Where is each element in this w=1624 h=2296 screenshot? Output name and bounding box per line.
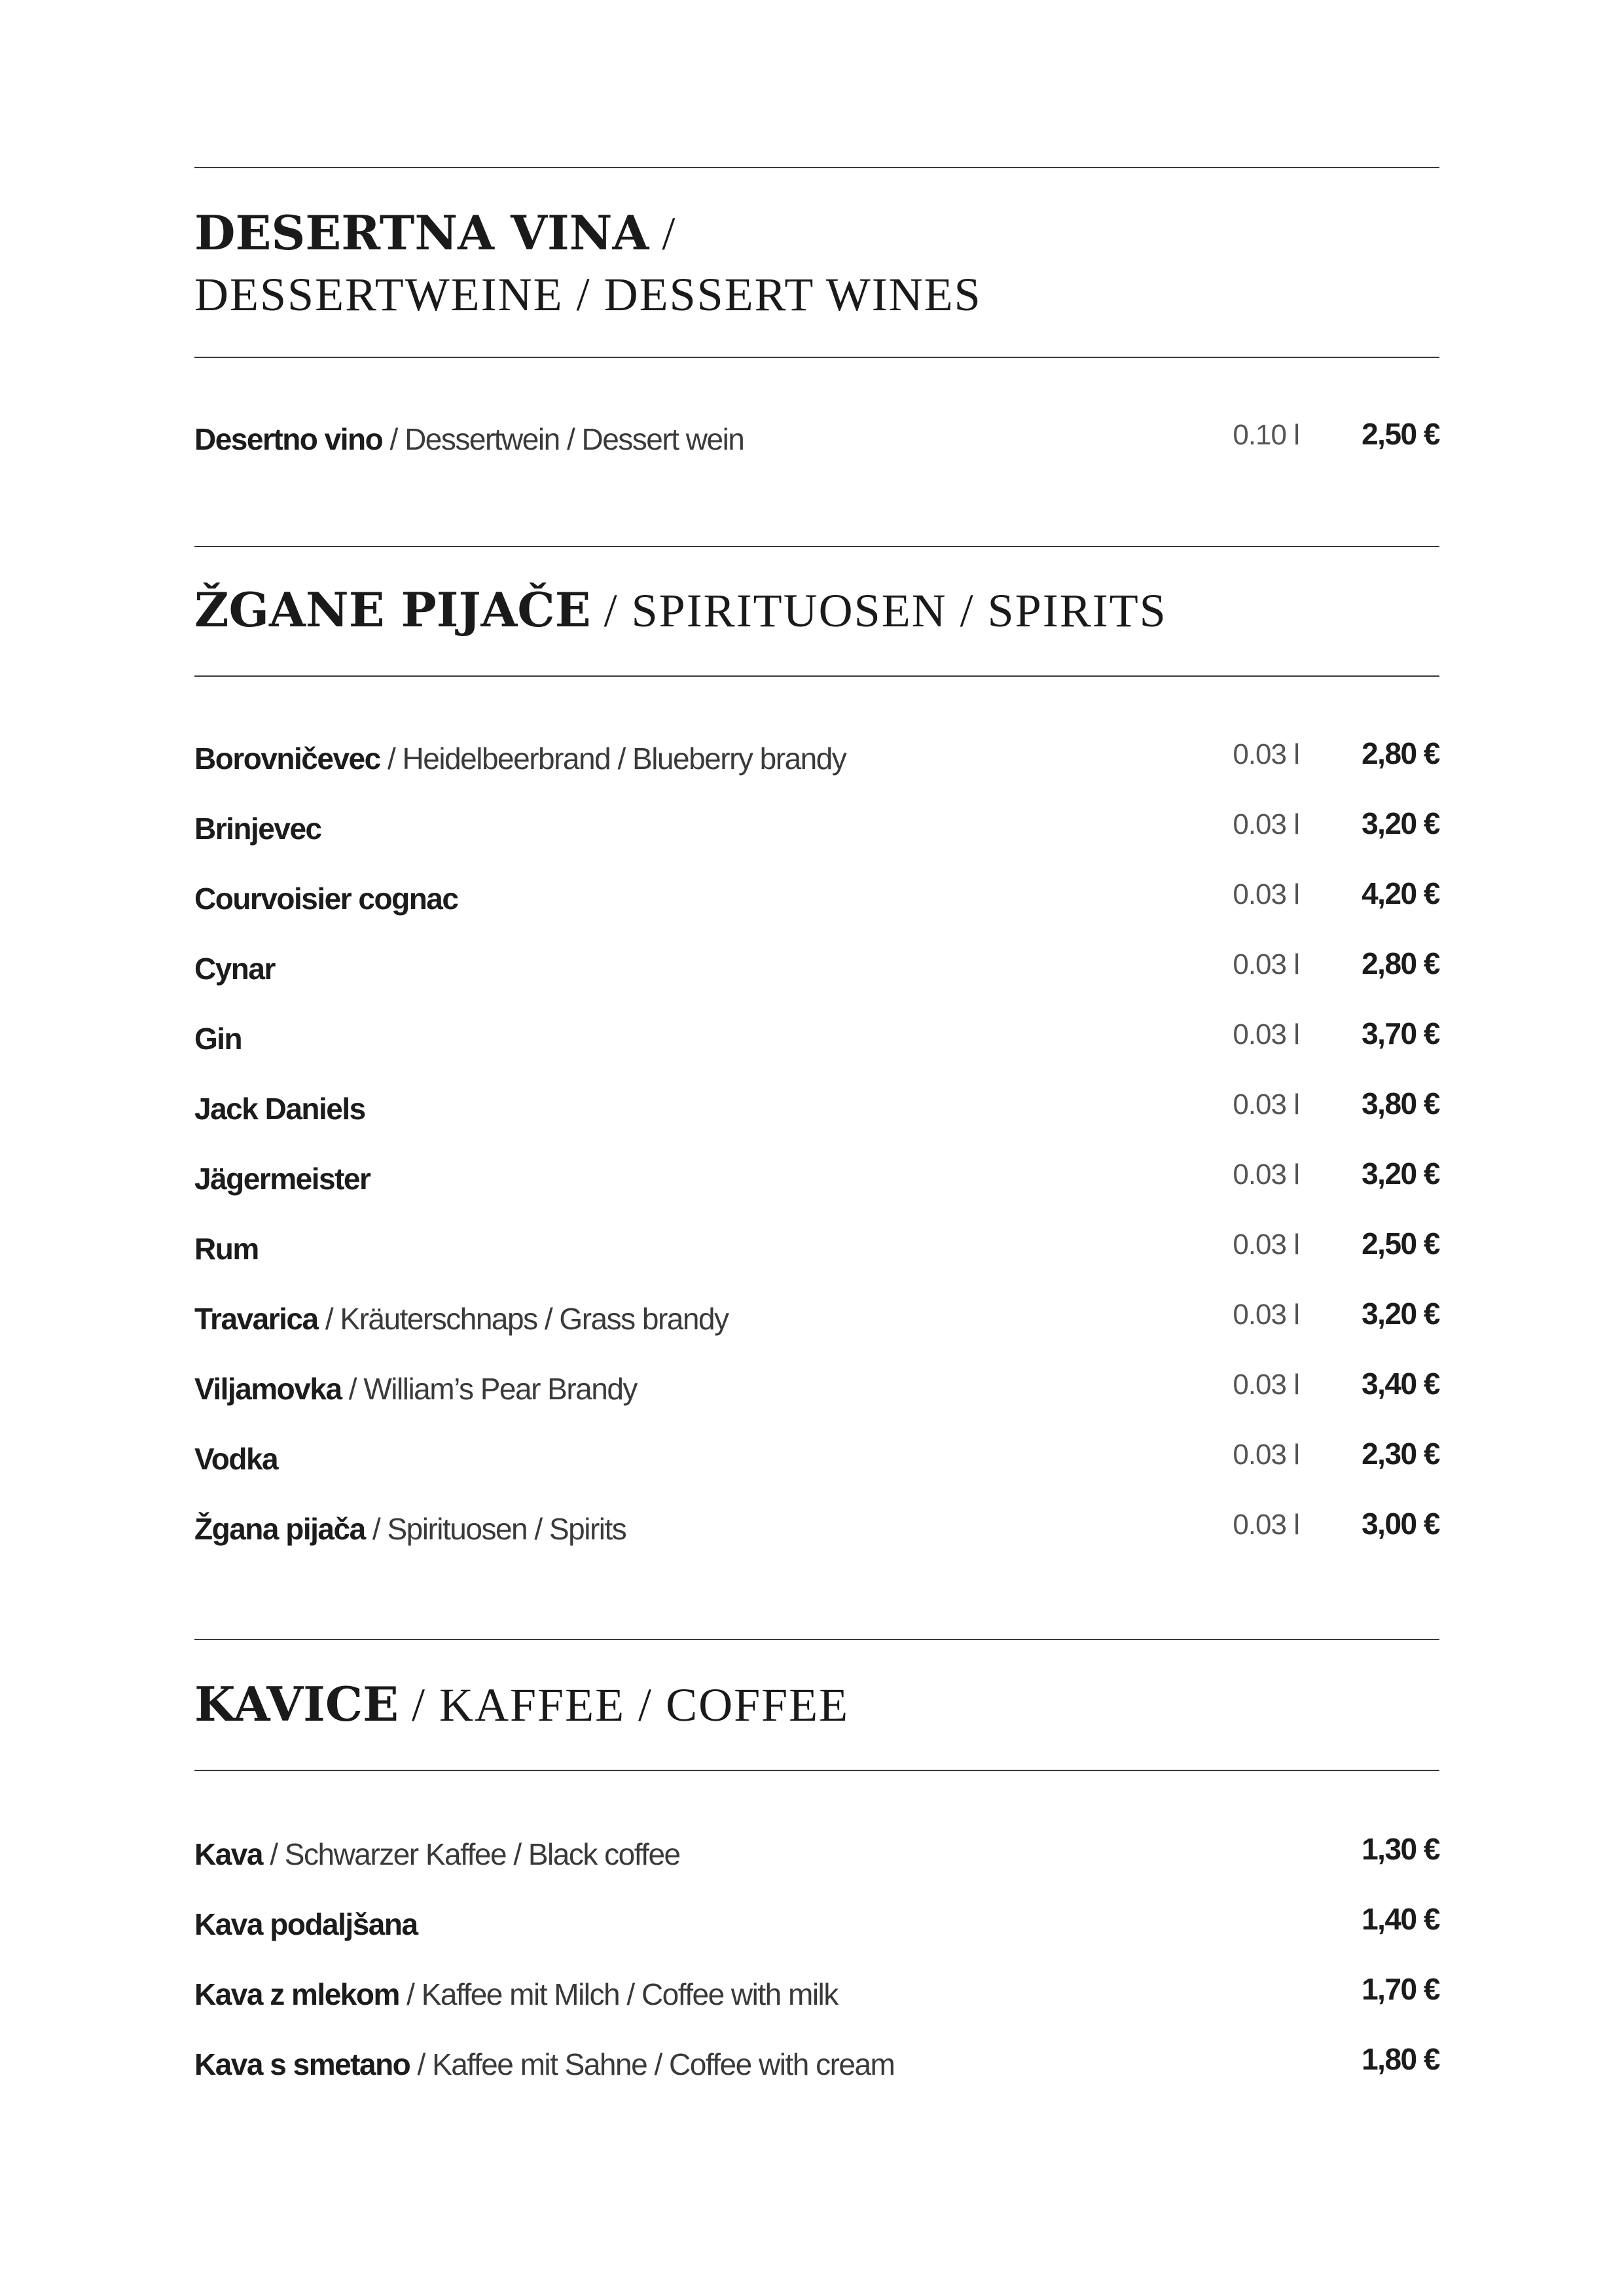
item-translation: / Kaffee mit Milch / Coffee with milk xyxy=(399,1977,838,2011)
item-price: 1,70 € xyxy=(1362,1972,1439,2006)
menu-item xyxy=(194,1081,1439,1126)
item-price: 3,20 € xyxy=(1362,1297,1439,1331)
item-name: Žgana pijača xyxy=(194,1512,365,1546)
menu-item xyxy=(194,1221,1439,1266)
menu-item xyxy=(194,1966,1439,2012)
item-price: 1,80 € xyxy=(1362,2042,1439,2076)
item-price: 2,50 € xyxy=(1362,417,1439,451)
item-price: 2,50 € xyxy=(1362,1227,1439,1261)
menu-item xyxy=(194,730,1439,776)
item-price: 3,20 € xyxy=(1362,806,1439,840)
menu-item xyxy=(194,411,1439,457)
item-price: 1,30 € xyxy=(1362,1832,1439,1866)
item-name: Borovničevec xyxy=(194,742,380,776)
item-price: 3,70 € xyxy=(1362,1016,1439,1050)
menu-item xyxy=(194,800,1439,846)
menu-item xyxy=(194,1431,1439,1477)
divider-coffee-under-heading xyxy=(194,1770,1439,1771)
item-name: Brinjevec xyxy=(194,812,321,846)
item-volume: 0.03 l xyxy=(1233,1088,1299,1121)
dessert-wines-heading xyxy=(194,203,982,325)
coffee-heading xyxy=(194,1674,849,1735)
menu-item xyxy=(194,1896,1439,1942)
menu-item xyxy=(194,1151,1439,1196)
item-price: 1,40 € xyxy=(1362,1902,1439,1936)
item-price: 3,20 € xyxy=(1362,1157,1439,1191)
item-price: 2,80 € xyxy=(1362,736,1439,770)
item-volume: 0.03 l xyxy=(1233,738,1299,770)
menu-item xyxy=(194,1361,1439,1407)
coffee-title-bold: KAVICE xyxy=(194,1676,399,1732)
dessert-title-line2: DESSERTWEINE / DESSERT WINES xyxy=(194,268,982,321)
item-volume: 0.03 l xyxy=(1233,878,1299,910)
item-name: Travarica xyxy=(194,1302,318,1336)
item-price: 3,40 € xyxy=(1362,1367,1439,1401)
spirits-heading xyxy=(194,580,1167,641)
item-price: 3,00 € xyxy=(1362,1507,1439,1541)
item-price: 3,80 € xyxy=(1362,1086,1439,1121)
menu-item xyxy=(194,2036,1439,2082)
divider-spirits-under-heading xyxy=(194,675,1439,677)
item-name: Kava s smetano xyxy=(194,2047,410,2081)
item-name: Desertno vino xyxy=(194,422,383,456)
item-volume: 0.03 l xyxy=(1233,1509,1299,1541)
coffee-title-rest: / KAFFEE / COFFEE xyxy=(399,1679,850,1731)
item-name: Rum xyxy=(194,1232,259,1266)
item-price: 2,30 € xyxy=(1362,1437,1439,1471)
menu-item xyxy=(194,1011,1439,1056)
item-volume: 0.03 l xyxy=(1233,1439,1299,1471)
item-volume: 0.03 l xyxy=(1233,1018,1299,1050)
item-name: Cynar xyxy=(194,952,275,986)
item-volume: 0.03 l xyxy=(1233,1158,1299,1191)
item-translation: / Kaffee mit Sahne / Coffee with cream xyxy=(410,2047,895,2081)
item-translation: / William’s Pear Brandy xyxy=(341,1372,637,1406)
item-name: Courvoisier cognac xyxy=(194,882,458,916)
item-translation: / Dessertwein / Dessert wein xyxy=(382,422,744,456)
item-price: 4,20 € xyxy=(1362,876,1439,910)
item-name: Kava xyxy=(194,1837,262,1871)
item-price: 2,80 € xyxy=(1362,946,1439,980)
menu-item xyxy=(194,1291,1439,1336)
item-volume: 0.10 l xyxy=(1233,419,1299,451)
divider-top xyxy=(194,167,1439,168)
item-volume: 0.03 l xyxy=(1233,948,1299,980)
item-volume: 0.03 l xyxy=(1233,1369,1299,1401)
item-name: Vodka xyxy=(194,1442,278,1476)
divider-dessert-under-heading xyxy=(194,357,1439,358)
item-name: Kava z mlekom xyxy=(194,1977,399,2011)
item-translation: / Spirituosen / Spirits xyxy=(365,1512,626,1546)
menu-item xyxy=(194,1501,1439,1547)
item-translation: / Kräuterschnaps / Grass brandy xyxy=(317,1302,729,1336)
divider-coffee-top xyxy=(194,1639,1439,1640)
item-name: Jägermeister xyxy=(194,1162,370,1196)
item-volume: 0.03 l xyxy=(1233,808,1299,840)
menu-item xyxy=(194,870,1439,916)
item-name: Viljamovka xyxy=(194,1372,342,1406)
item-volume: 0.03 l xyxy=(1233,1299,1299,1331)
item-volume: 0.03 l xyxy=(1233,1229,1299,1261)
dessert-title-sep: / xyxy=(649,207,677,260)
spirits-title-bold: ŽGANE PIJAČE xyxy=(194,582,591,637)
menu-item xyxy=(194,1826,1439,1872)
spirits-title-rest: / SPIRITUOSEN / SPIRITS xyxy=(590,584,1167,637)
item-name: Jack Daniels xyxy=(194,1092,365,1126)
dessert-title-bold: DESERTNA VINA xyxy=(194,205,649,260)
item-translation: / Schwarzer Kaffee / Black coffee xyxy=(262,1837,680,1871)
menu-item xyxy=(194,941,1439,986)
divider-spirits-top xyxy=(194,546,1439,547)
item-name: Gin xyxy=(194,1022,242,1056)
item-translation: / Heidelbeerbrand / Blueberry brandy xyxy=(380,742,846,776)
item-name: Kava podaljšana xyxy=(194,1907,418,1941)
